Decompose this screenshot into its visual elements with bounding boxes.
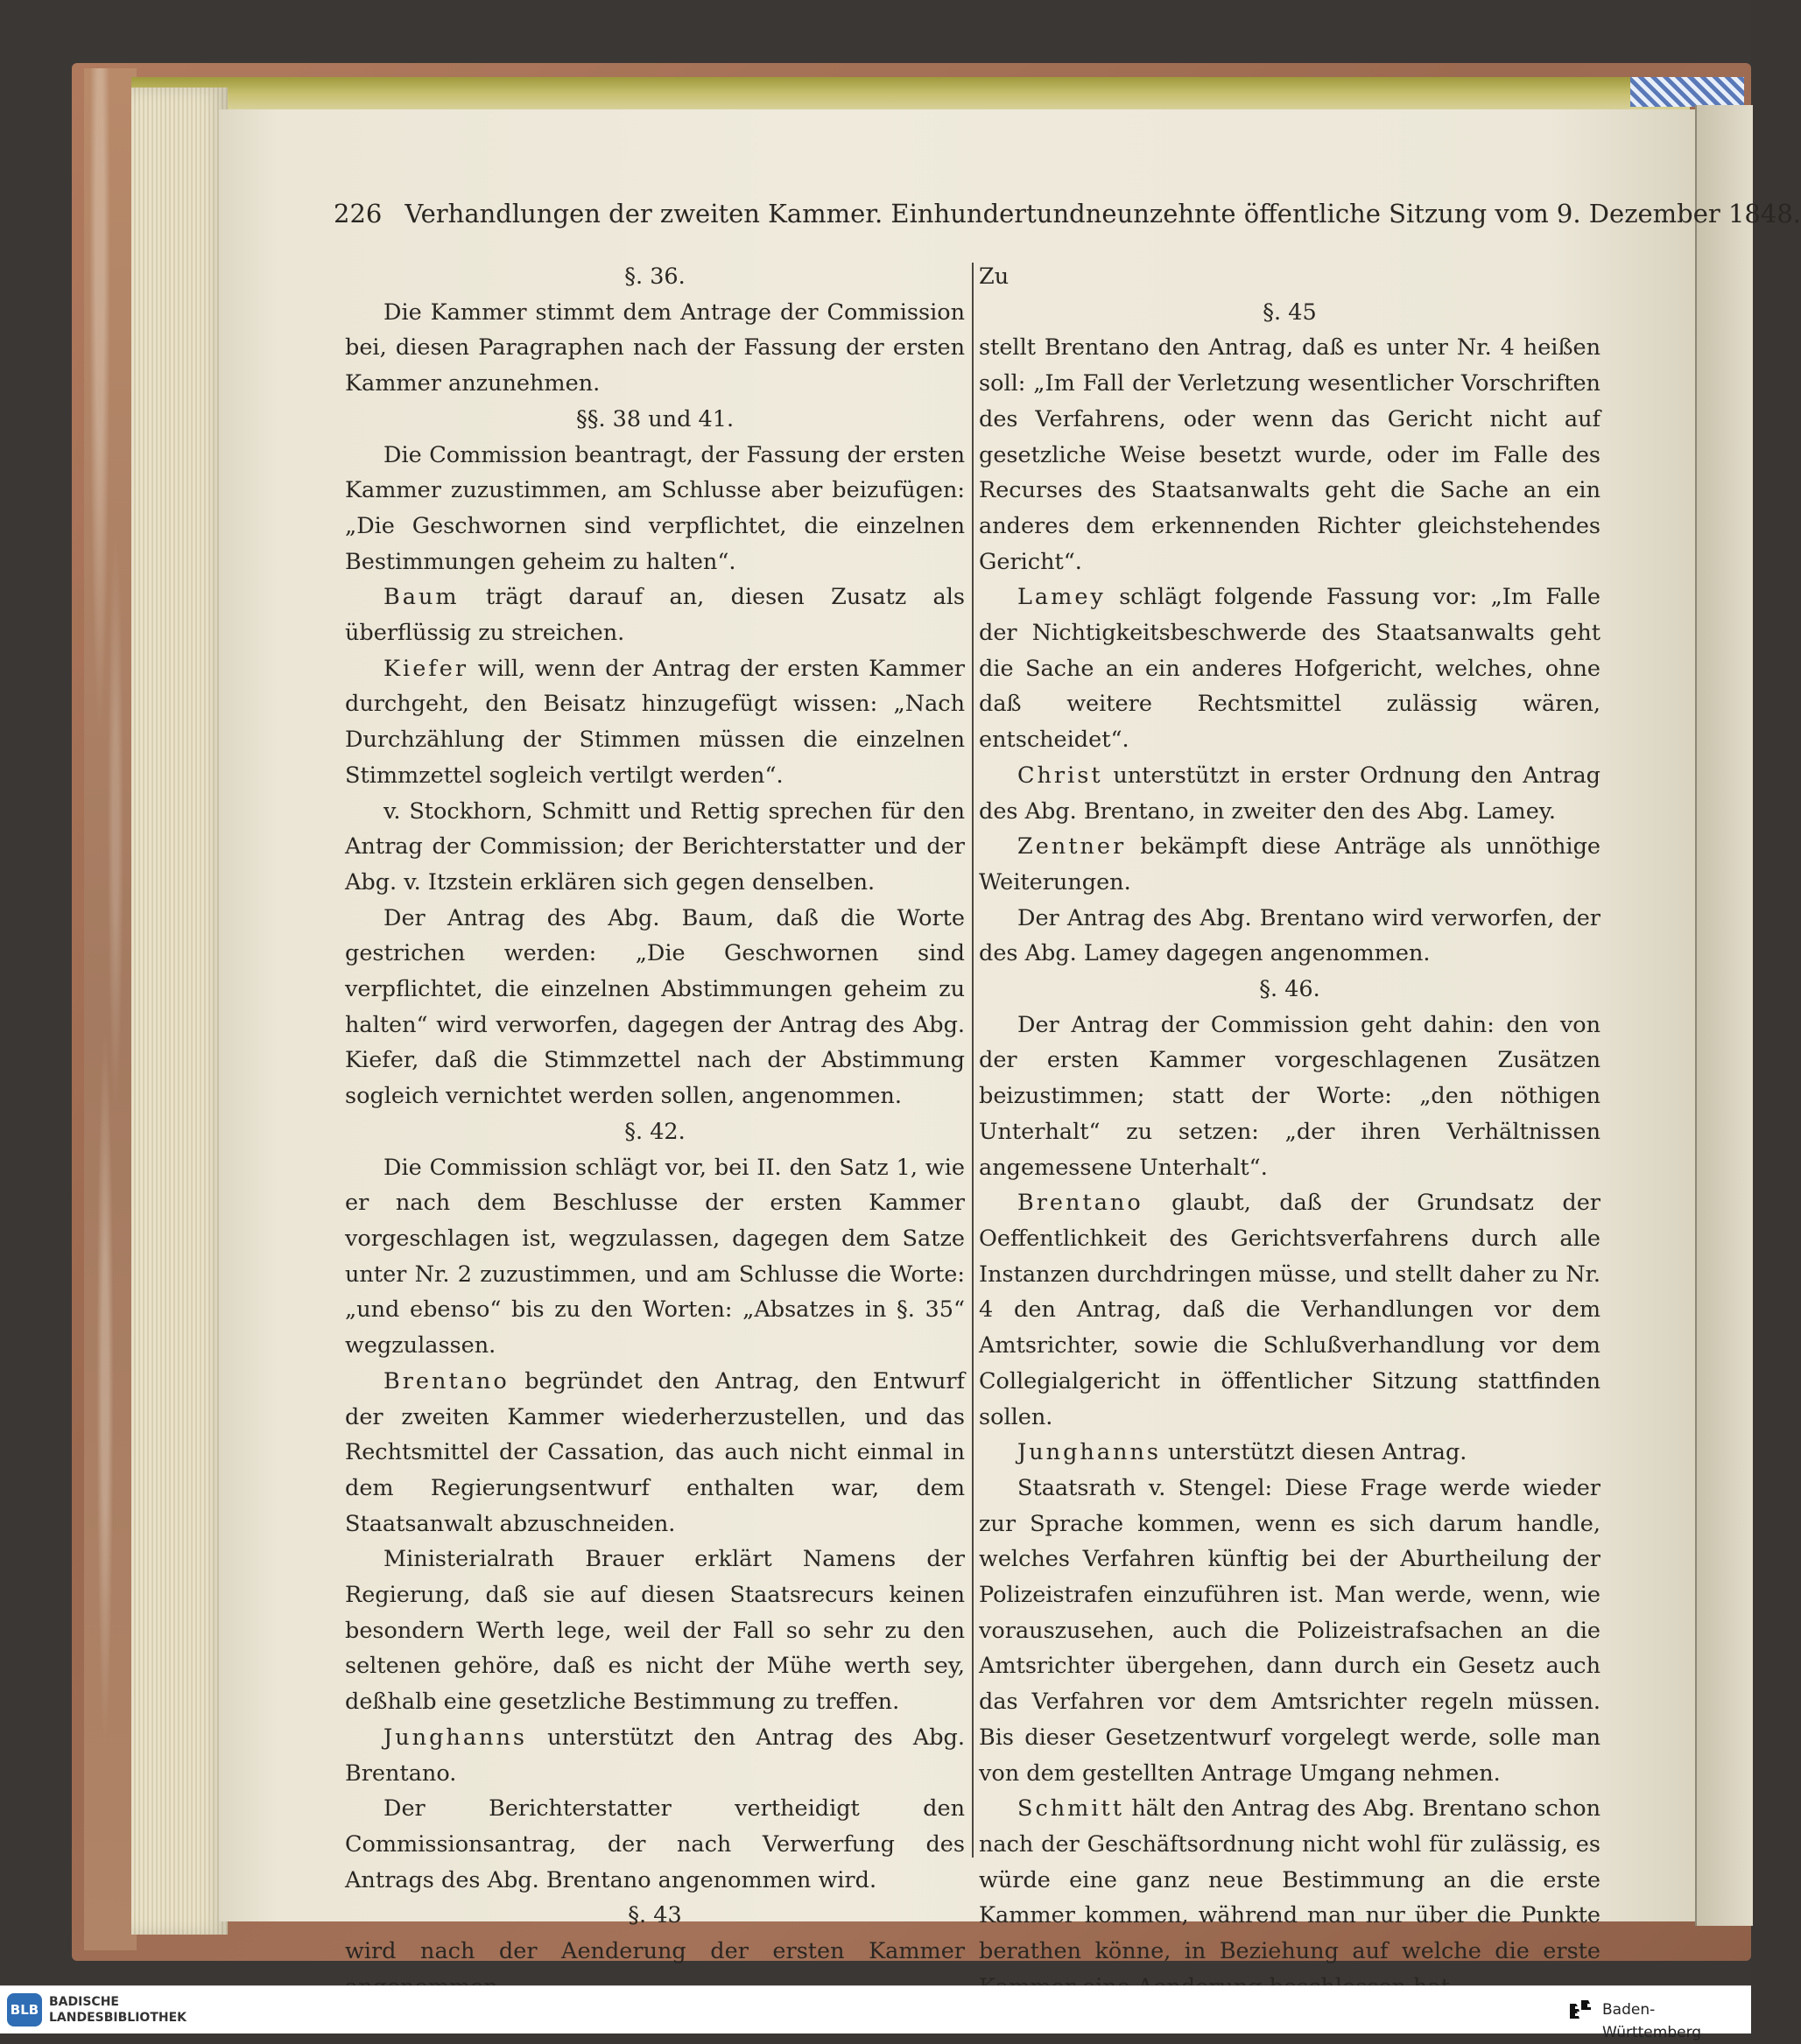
library-name-line1: BADISCHE <box>49 1995 119 2009</box>
library-name[interactable] <box>49 1994 186 2026</box>
paragraph <box>979 579 1600 758</box>
speaker-name: Junghanns <box>383 1724 527 1751</box>
paragraph <box>979 1791 1600 2005</box>
page-number: 226 <box>334 199 383 228</box>
speaker-name: Brentano <box>1017 1190 1143 1217</box>
paragraph-text: glaubt, daß der Grundsatz der Oeffentlichkeit des Gerichtsverfahrens durch alle Instanzen durchdringen müsse, und stellt daher zu Nr. 4 den Antrag, daß die Verhandlungen vor dem Amtsrichter, sowie die Schlußverhandlung vor dem Collegialgericht in öffentlicher Sitzung stattfinden sollen. <box>979 1190 1600 1430</box>
state-name[interactable]: Baden-Württemberg <box>1602 2001 1702 2041</box>
speaker-name: Junghanns <box>1017 1439 1161 1466</box>
paragraph-text: will, wenn der Antrag der ersten Kammer durchgeht, den Beisatz hinzugefügt wissen: „Nach Durchzählung der Stimmen müssen die einzelnen Stimmzettel sogleich vertilgt werden“. <box>345 655 965 789</box>
left-column <box>345 259 965 2005</box>
paragraph-text: bekämpft diese Anträge als unnöthige Weiterungen. <box>979 833 1600 896</box>
paragraph: Die Commission schlägt vor, bei II. den Satz 1, wie er nach dem Beschlusse der ersten Kammer vorgeschlagen ist, wegzulassen, dagegen dem Satze unter Nr. 2 zuzustimmen, und am Schlusse die Worte: „und ebenso“ bis zu den Worten: „Absatzes in §. 35“ wegzulassen. <box>345 1154 965 1359</box>
column-divider <box>972 263 974 1858</box>
marbled-cover-edge <box>84 68 137 1950</box>
section-heading: §§. 38 und 41. <box>575 405 735 432</box>
paragraph: Der Antrag des Abg. Brentano wird verworfen, der des Abg. Lamey dagegen angenommen. <box>979 904 1600 967</box>
paragraph <box>345 1364 965 1542</box>
paragraph <box>345 651 965 794</box>
paragraph-text: trägt darauf an, diesen Zusatz als überflüssig zu streichen. <box>345 584 965 647</box>
paragraph-continuation: Zu <box>979 263 1010 290</box>
paragraph <box>979 1185 1600 1435</box>
paragraph <box>345 579 965 650</box>
right-column <box>979 259 1600 2005</box>
blb-logo-icon[interactable]: BLB <box>7 1993 42 2026</box>
speaker-name: Schmitt <box>1017 1795 1125 1823</box>
paragraph-text: unterstützt den Antrag des Abg. Brentano. <box>345 1724 965 1787</box>
paragraph-continuation: stellt Brentano den Antrag, daß es unter Nr. 4 heißen soll: „Im Fall der Verletzung wesentlicher Vorschriften des Verfahrens, oder wenn das Gericht nicht auf gesetzliche Weise besetzt wurde, oder im Falle des Recurses des Staatsanwalts geht die Sache an ein anderes dem erkennenden Richter gleichstehendes Gericht“. <box>979 334 1600 575</box>
paragraph <box>345 1720 965 1791</box>
paragraph: Der Antrag des Abg. Baum, daß die Worte gestrichen werden: „Die Geschwornen sind verpflichtet, die einzelnen Abstimmungen geheim zu halten“ wird verworfen, dagegen der Antrag des Abg. Kiefer, daß die Stimmzettel nach der Abstimmung sogleich vernichtet werden sollen, angenommen. <box>345 904 965 1110</box>
facing-page-edge <box>1695 105 1753 1926</box>
paragraph <box>979 829 1600 900</box>
speaker-name: Brentano <box>383 1367 510 1394</box>
section-heading: §. 36. <box>624 263 686 290</box>
paragraph-text: unterstützt in erster Ordnung den Antrag des Abg. Brentano, in zweiter den des Abg. Lamey. <box>979 762 1600 825</box>
section-heading: §. 42. <box>624 1118 686 1145</box>
paragraph: Ministerialrath Brauer erklärt Namens der Regierung, daß sie auf diesen Staatsrecurs keinen besondern Werth lege, weil der Fall so sehr zu den seltenen gehöre, daß es nicht der Mühe werth sey, deßhalb eine gesetzliche Bestimmung zu treffen. <box>345 1546 965 1716</box>
page-stack-edge <box>131 88 228 1935</box>
gilded-top-edge <box>131 77 1690 112</box>
paragraph: v. Stockhorn, Schmitt und Rettig sprechen für den Antrag der Commission; der Berichterstatter und der Abg. v. Itzstein erklären sich gegen denselben. <box>345 797 965 896</box>
paragraph: Staatsrath v. Stengel: Diese Frage werde wieder zur Sprache kommen, wenn es sich darum handle, welches Verfahren künftig bei der Aburtheilung der Polizeistrafen einzuführen ist. Man werde, wenn, wie vorauszusehen, auch die Polizeistrafsachen an die Amtsrichter übergehen, dann durch ein Gesetz auch das Verfahren vor dem Amtsrichter regeln müssen. Bis dieser Gesetzentwurf vorgelegt werde, solle man von dem gestellten Antrage Umgang nehmen. <box>979 1474 1600 1787</box>
speaker-name: Zentner <box>1017 833 1127 860</box>
paragraph <box>979 1435 1600 1471</box>
paragraph-text: unterstützt diesen Antrag. <box>1160 1439 1467 1466</box>
checkered-bookmark-tab <box>1630 77 1744 107</box>
paragraph: Die Kammer stimmt dem Antrage der Commission bei, diesen Paragraphen nach der Fassung der ersten Kammer anzunehmen. <box>345 299 965 397</box>
running-head <box>334 196 1801 231</box>
paragraph-text: begründet den Antrag, den Entwurf der zweiten Kammer wiederherzustellen, und das Rechtsmittel der Cassation, das auch nicht einmal in dem Regierungsentwurf enthalten war, dem Staatsanwalt abzuschneiden. <box>345 1367 965 1537</box>
section-heading: §. 46. <box>1259 976 1320 1003</box>
section-heading: §. 45 <box>1263 299 1317 326</box>
paragraph-continuation: wird nach der Aenderung der ersten Kammer <box>345 1938 965 1965</box>
viewer-footer <box>0 1985 1751 2041</box>
baden-wuerttemberg-lions-icon[interactable] <box>1567 1998 1593 2021</box>
paragraph-text: hält den Antrag des Abg. Brentano schon nach der Geschäftsordnung nicht wohl für zulässig, es würde eine ganz neue Bestimmung an die erste Kammer kommen, während man nur über die Punkte berathen könne, in Beziehung auf welche die erste <box>979 1795 1600 1965</box>
paragraph: Der Antrag der Commission geht dahin: den von der ersten Kammer vorgeschlagenen Zusätzen beizustimmen; statt der Worte: „den nöthigen Unterhalt“ zu setzen: „der ihren Verhältnissen angemessene Unterhalt“. <box>979 1011 1600 1181</box>
speaker-name: Baum <box>383 584 460 611</box>
speaker-name: Lamey <box>1017 584 1106 611</box>
speaker-name: Kiefer <box>383 655 469 682</box>
section-heading: §. 43 <box>628 1902 682 1929</box>
paragraph: Der Berichterstatter vertheidigt den Commissionsantrag, der nach Verwerfung des Antrags des Abg. Brentano angenommen wird. <box>345 1795 965 1893</box>
paragraph <box>979 758 1600 829</box>
paragraph: Die Commission beantragt, der Fassung der ersten Kammer zuzustimmen, am Schlusse aber beizufügen: „Die Geschwornen sind verpflichtet, die einzelnen Bestimmungen geheim zu halten“. <box>345 441 965 575</box>
paragraph-text: schlägt folgende Fassung vor: „Im Falle der Nichtigkeitsbeschwerde des Staatsanwalts geht die Sache an ein anderes Hofgericht, welches, ohne daß weitere Rechtsmittel zulässig wären, entscheidet“. <box>979 584 1600 754</box>
library-name-line2: LANDESBIBLIOTHEK <box>49 2011 187 2025</box>
running-head-title: Verhandlungen der zweiten Kammer. Einhundertundneunzehnte öffentliche Sitzung vom 9. Dezember 1848. <box>405 199 1801 228</box>
speaker-name: Christ <box>1017 762 1103 789</box>
